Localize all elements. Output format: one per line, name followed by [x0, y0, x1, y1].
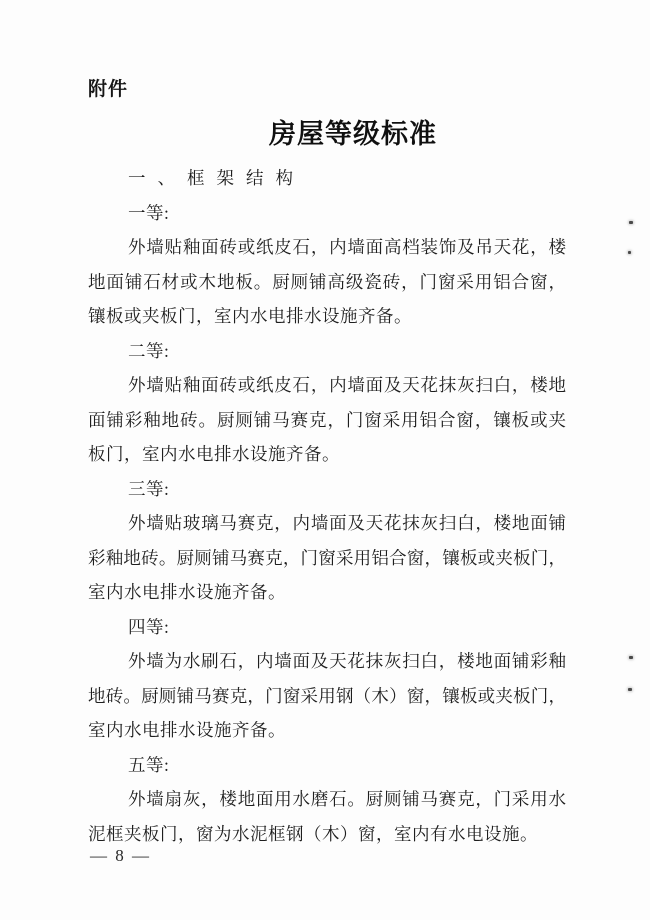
grade-1-line-1: 外墙贴釉面砖或纸皮石，内墙面高档装饰及吊天花，楼 [128, 237, 566, 257]
page-number: — 8 — [90, 846, 151, 865]
scan-artifact [628, 688, 632, 691]
grade-4-line-2: 地砖。厨厕铺马赛克，门窗采用钢（木）窗，镶板或夹板门， [88, 685, 566, 706]
attachment-label: 附件 [88, 79, 129, 100]
scan-artifact [629, 656, 633, 659]
grade-1-label: 一等: [128, 202, 170, 223]
grade-2-line-3: 板门，室内水电排水设施齐备。 [88, 444, 340, 464]
grade-4-label: 四等: [128, 616, 170, 637]
document-title: 房屋等级标准 [269, 119, 437, 149]
document-body [88, 161, 566, 851]
grade-1-line-3: 镶板或夹板门，室内水电排水设施齐备。 [88, 306, 412, 326]
grade-3-line-3: 室内水电排水设施齐备。 [88, 582, 286, 602]
grade-4-line-3: 室内水电排水设施齐备。 [88, 720, 286, 740]
grade-2-line-1: 外墙贴釉面砖或纸皮石，内墙面及天花抹灰扫白，楼地 [128, 375, 566, 395]
section-heading: 一、框架结构 [128, 168, 305, 188]
scan-artifact [629, 221, 633, 224]
grade-3-label: 三等: [128, 478, 170, 499]
grade-2-label: 二等: [128, 340, 170, 361]
grade-2-line-2: 面铺彩釉地砖。厨厕铺马赛克，门窗采用铝合窗，镶板或夹 [88, 409, 566, 430]
grade-5-line-2: 泥框夹板门，窗为水泥框钢（木）窗，室内有水电设施。 [88, 823, 538, 844]
grade-1-line-2: 地面铺石材或木地板。厨厕铺高级瓷砖，门窗采用铝合窗， [88, 271, 566, 292]
grade-3-line-2: 彩釉地砖。厨厕铺马赛克，门窗采用铝合窗，镶板或夹板门， [88, 547, 566, 568]
grade-5-line-1: 外墙扇灰，楼地面用水磨石。厨厕铺马赛克，门采用水 [128, 789, 566, 809]
grade-5-label: 五等: [128, 754, 170, 775]
scan-artifact [628, 251, 631, 254]
grade-4-line-1: 外墙为水刷石，内墙面及天花抹灰扫白，楼地面铺彩釉 [128, 651, 566, 671]
grade-3-line-1: 外墙贴玻璃马赛克，内墙面及天花抹灰扫白，楼地面铺 [128, 513, 566, 533]
